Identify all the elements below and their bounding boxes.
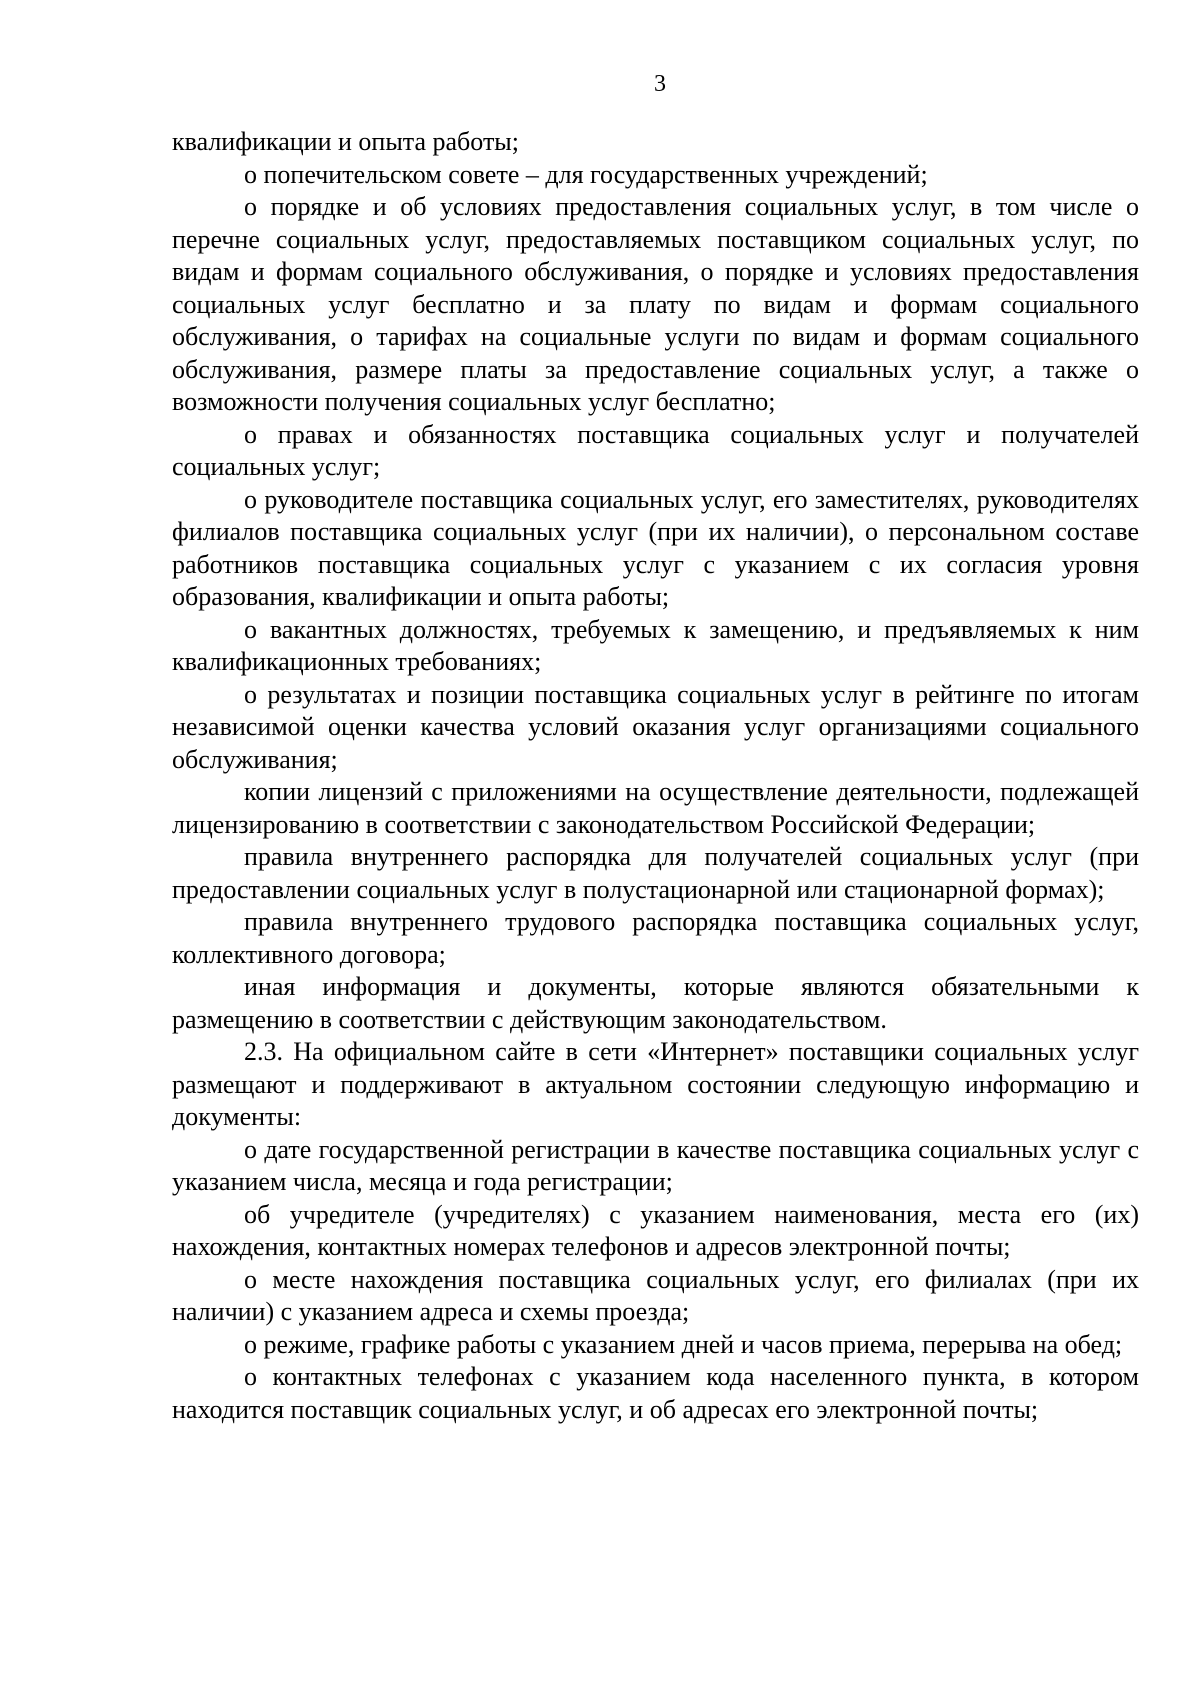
paragraph: о режиме, графике работы с указанием дней и часов приема, перерыва на обед; bbox=[244, 1329, 1123, 1359]
paragraph: о руководителе поставщика социальных услуг, его заместителях, руководителях филиалов поставщика социальных услуг (при их наличии), о персональном составе работников поставщика социальных услуг с указанием с их согласия уровня образования, квалификации и опыта работы; bbox=[172, 484, 1139, 611]
paragraph: о правах и обязанностях поставщика социальных услуг и получателей социальных услуг; bbox=[172, 419, 1139, 481]
paragraph: о попечительском совете – для государственных учреждений; bbox=[244, 159, 928, 189]
paragraph: о результатах и позиции поставщика социальных услуг в рейтинге по итогам независимой оценки качества условий оказания услуг организациями социального обслуживания; bbox=[172, 679, 1139, 774]
paragraph: квалификации и опыта работы; bbox=[172, 127, 520, 156]
paragraph: о контактных телефонах с указанием кода населенного пункта, в котором находится поставщик социальных услуг, и об адресах его электронной почты; bbox=[172, 1362, 1139, 1424]
page-number: 3 bbox=[654, 71, 666, 97]
paragraph: об учредителе (учредителях) с указанием наименования, места его (их) нахождения, контактных номерах телефонов и адресов электронной почты; bbox=[172, 1199, 1139, 1261]
paragraph: о порядке и об условиях предоставления социальных услуг, в том числе о перечне социальных услуг, предоставляемых поставщиком социальных услуг, по видам и формам социального обслуживания, о порядке и условиях предоставления социальных услуг бесплатно и за плату по видам и формам социального обслуживания, о тарифах на социальные услуги по видам и формам социального обслуживания, размере платы за предоставление социальных услуг, а также о возможности получения социальных услуг бесплатно; bbox=[172, 192, 1139, 416]
paragraph: правила внутреннего трудового распорядка поставщика социальных услуг, коллективного договора; bbox=[172, 907, 1139, 969]
paragraph: иная информация и документы, которые являются обязательными к размещению в соответствии с действующим законодательством. bbox=[172, 972, 1139, 1034]
paragraph: о месте нахождения поставщика социальных услуг, его филиалах (при их наличии) с указанием адреса и схемы проезда; bbox=[172, 1264, 1139, 1326]
paragraph: о вакантных должностях, требуемых к замещению, и предъявляемых к ним квалификационных требованиях; bbox=[172, 614, 1139, 676]
paragraph: о дате государственной регистрации в качестве поставщика социальных услуг с указанием числа, месяца и года регистрации; bbox=[172, 1134, 1139, 1196]
section-paragraph: 2.3. На официальном сайте в сети «Интернет» поставщики социальных услуг размещают и поддерживают в актуальном состоянии следующую информацию и документы: bbox=[172, 1037, 1139, 1131]
paragraph: копии лицензий с приложениями на осуществление деятельности, подлежащей лицензированию в соответствии с законодательством Российской Федерации; bbox=[172, 777, 1139, 839]
paragraph: правила внутреннего распорядка для получателей социальных услуг (при предоставлении социальных услуг в полустационарной или стационарной формах); bbox=[172, 842, 1139, 904]
document-body bbox=[172, 126, 1139, 1426]
